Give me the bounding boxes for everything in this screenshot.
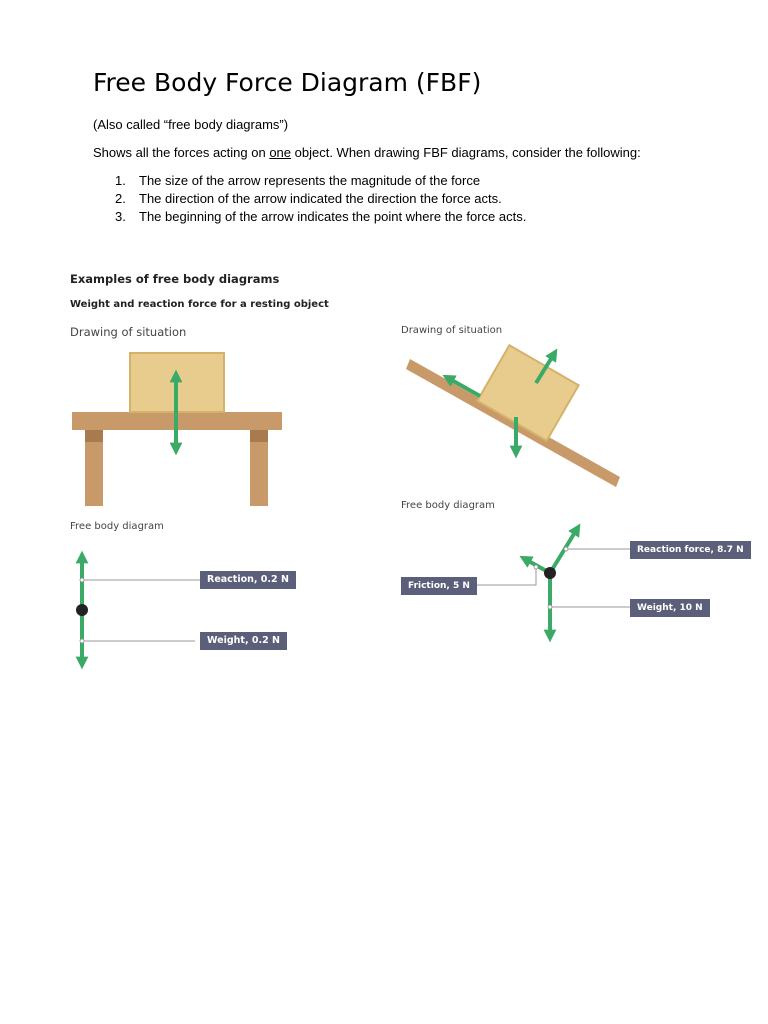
free-body-diagram-figure bbox=[60, 262, 760, 682]
document-subtitle: (Also called “free body diagrams”) bbox=[93, 117, 289, 132]
intro-text-before: Shows all the forces acting on bbox=[93, 145, 270, 160]
leader-dot bbox=[80, 639, 84, 643]
list-item bbox=[93, 208, 653, 226]
intro-text-after: object. When drawing FBF diagrams, consider the following: bbox=[291, 145, 641, 160]
leader-dot bbox=[548, 605, 552, 609]
left-situation-caption: Drawing of situation bbox=[70, 325, 187, 339]
list-text: The direction of the arrow indicated the direction the force acts. bbox=[139, 191, 502, 206]
right-situation-caption: Drawing of situation bbox=[401, 325, 503, 336]
friction-leader-line bbox=[470, 567, 536, 585]
table-leg-left-shade bbox=[85, 430, 103, 442]
figure-heading: Examples of free body diagrams bbox=[70, 272, 280, 286]
list-number: 1. bbox=[115, 173, 126, 188]
reaction-force-label: Reaction force, 8.7 N bbox=[630, 541, 751, 559]
fbd-reaction-arrow-icon bbox=[550, 529, 577, 573]
list-text: The size of the arrow represents the magnitude of the force bbox=[139, 173, 481, 188]
reaction-label: Reaction, 0.2 N bbox=[200, 571, 296, 589]
leader-dot bbox=[534, 565, 538, 569]
intro-underlined-word: one bbox=[269, 145, 292, 160]
list-text: The beginning of the arrow indicates the point where the force acts. bbox=[139, 209, 527, 224]
inclined-box bbox=[477, 345, 578, 440]
friction-label: Friction, 5 N bbox=[401, 577, 477, 595]
list-number: 2. bbox=[115, 191, 126, 206]
point-of-action bbox=[76, 604, 88, 616]
rules-list bbox=[93, 172, 653, 226]
document-title: Free Body Force Diagram (FBF) bbox=[93, 68, 482, 97]
point-of-action bbox=[544, 567, 556, 579]
weight-force-label: Weight, 10 N bbox=[630, 599, 710, 617]
list-number: 3. bbox=[115, 209, 126, 224]
list-item bbox=[93, 172, 653, 190]
table-leg-right-shade bbox=[250, 430, 268, 442]
left-fbd-caption: Free body diagram bbox=[70, 521, 164, 532]
list-item bbox=[93, 190, 653, 208]
figure-subheading: Weight and reaction force for a resting object bbox=[70, 299, 329, 310]
leader-dot bbox=[80, 578, 84, 582]
leader-dot bbox=[564, 547, 568, 551]
right-fbd-caption: Free body diagram bbox=[401, 500, 495, 511]
weight-label: Weight, 0.2 N bbox=[200, 632, 287, 650]
intro-paragraph bbox=[93, 145, 641, 160]
